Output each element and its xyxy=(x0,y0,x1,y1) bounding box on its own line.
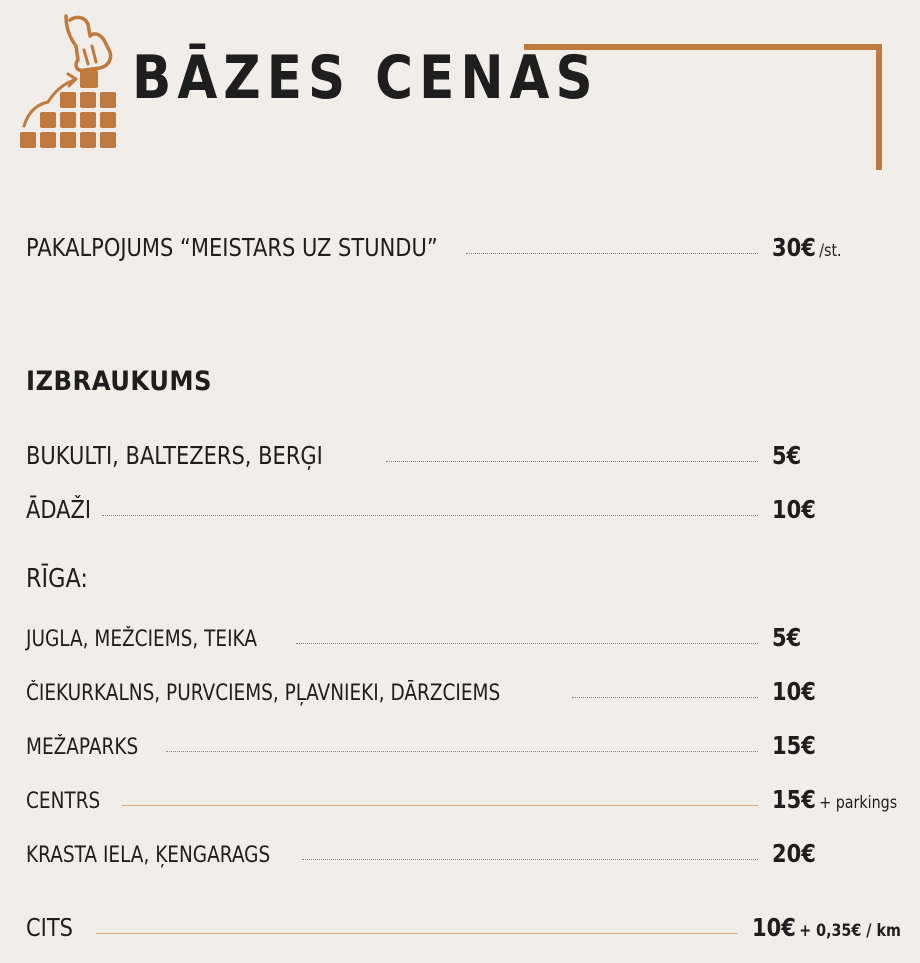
location-price: 5€ xyxy=(772,623,802,652)
price-row xyxy=(26,436,920,476)
page-title: BĀZES CENAS xyxy=(132,43,599,113)
location-price: 10€ xyxy=(772,677,816,706)
dotted-leader xyxy=(296,643,758,644)
location-label: BUKULTI, BALTEZERS, BERĢI xyxy=(26,441,331,470)
location-price xyxy=(772,785,897,814)
service-label: PAKALPOJUMS “MEISTARS UZ STUNDU” xyxy=(26,233,446,262)
price-row xyxy=(26,672,920,712)
price-value: 10€ xyxy=(752,913,796,942)
price-row xyxy=(26,726,920,766)
location-label: CENTRS xyxy=(26,789,109,814)
price-extra: + parkings xyxy=(819,793,898,813)
price-row xyxy=(26,780,920,820)
location-label: CITS xyxy=(26,913,81,942)
location-price: 5€ xyxy=(772,441,802,470)
location-price xyxy=(752,913,901,942)
price-extra: + 0,35€ / km xyxy=(799,921,901,941)
location-label: JUGLA, MEŽCIEMS, TEIKA xyxy=(26,627,265,652)
hand-placing-blocks-icon xyxy=(18,14,122,154)
service-price xyxy=(772,233,842,262)
dotted-leader xyxy=(572,697,758,698)
solid-leader xyxy=(96,933,738,934)
solid-leader xyxy=(122,805,758,806)
price-row xyxy=(26,618,920,658)
location-price: 10€ xyxy=(772,495,816,524)
location-label: ČIEKURKALNS, PURVCIEMS, PĻAVNIEKI, DĀRZCIEMS xyxy=(26,681,509,706)
location-label: ĀDAŽI xyxy=(26,495,100,524)
price-row xyxy=(26,908,920,948)
location-label: MEŽAPARKS xyxy=(26,735,147,760)
decorative-bracket xyxy=(524,44,882,170)
location-price: 15€ xyxy=(772,731,816,760)
dotted-leader xyxy=(166,751,758,752)
location-label: KRASTA IELA, ĶENGARAGS xyxy=(26,843,279,868)
price-row xyxy=(26,490,920,530)
dotted-leader xyxy=(466,253,758,254)
section-heading-riga: RĪGA: xyxy=(26,564,88,594)
dotted-leader xyxy=(386,461,758,462)
price-row xyxy=(26,834,920,874)
service-row xyxy=(26,228,920,268)
dotted-leader xyxy=(102,515,758,516)
price-unit: /st. xyxy=(819,241,842,261)
price-value: 30€ xyxy=(772,233,816,262)
dotted-leader xyxy=(302,859,758,860)
price-value: 15€ xyxy=(772,785,816,814)
location-price: 20€ xyxy=(772,839,816,868)
section-heading-travel: IZBRAUKUMS xyxy=(26,366,213,397)
